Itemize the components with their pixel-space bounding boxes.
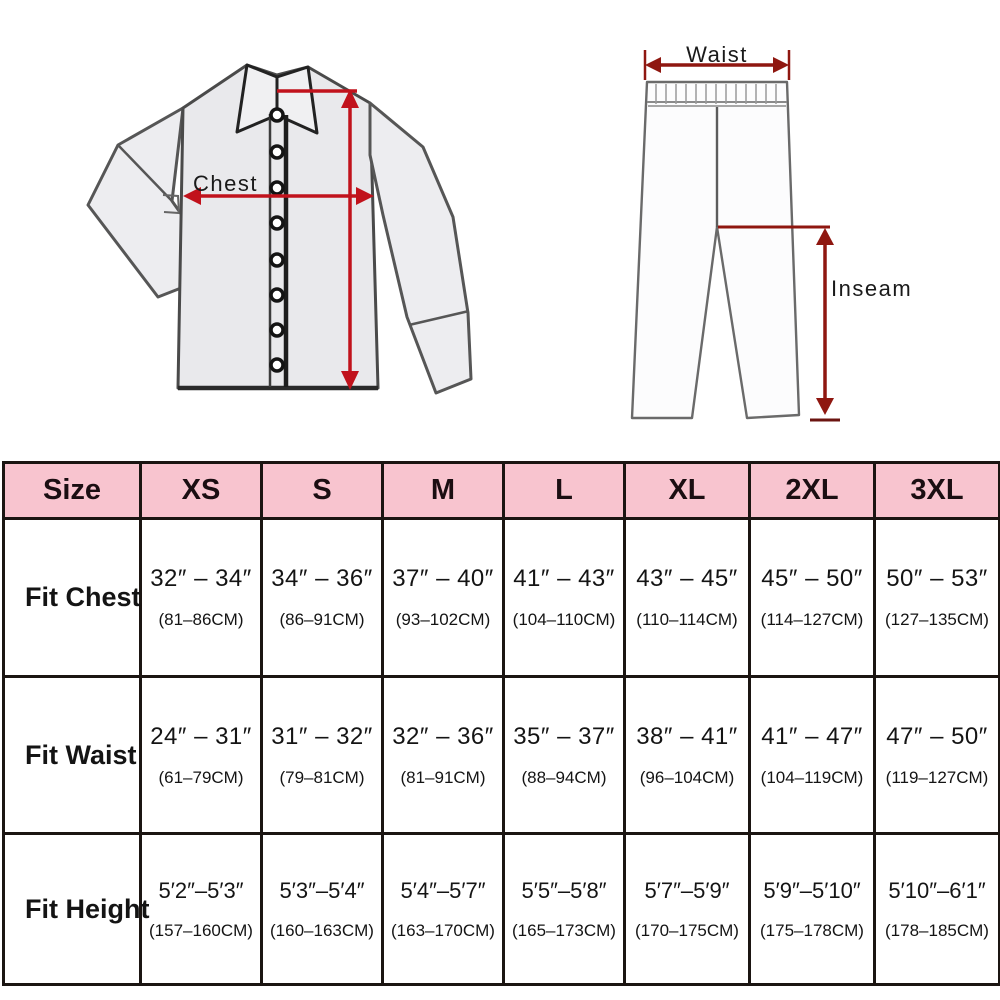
chest-l-cm: (104–110CM) bbox=[512, 610, 616, 629]
height-l-feet: 5′5″–5′8″ bbox=[521, 877, 607, 903]
waist-s-cm: (79–81CM) bbox=[279, 767, 365, 787]
pants-body bbox=[632, 82, 799, 418]
cell-chest-2xl bbox=[750, 519, 875, 677]
height-xs-feet: 5′2″–5′3″ bbox=[158, 877, 244, 903]
cell-chest-xs bbox=[141, 519, 262, 677]
chest-m-inches: 37″ – 40″ bbox=[392, 565, 494, 592]
height-2xl-cm: (175–178CM) bbox=[760, 920, 864, 940]
waist-l-inches: 35″ – 37″ bbox=[513, 722, 615, 750]
chest-2xl-inches: 45″ – 50″ bbox=[761, 565, 863, 592]
cell-height-xs bbox=[141, 834, 262, 985]
height-m-feet: 5′4″–5′7″ bbox=[400, 877, 486, 903]
header-cell-3xl: 3XL bbox=[875, 463, 1000, 519]
chest-m-cm: (93–102CM) bbox=[395, 610, 491, 629]
waist-3xl-cm: (119–127CM) bbox=[885, 767, 989, 787]
row-label-fit-waist: Fit Waist bbox=[4, 677, 141, 834]
chest-xl-cm: (110–114CM) bbox=[636, 610, 738, 629]
cell-height-3xl bbox=[875, 834, 1000, 985]
height-xl-feet: 5′7″–5′9″ bbox=[644, 877, 730, 903]
shirt-right-sleeve bbox=[370, 103, 471, 393]
height-l-cm: (165–173CM) bbox=[512, 920, 616, 940]
table-row-fit-waist bbox=[4, 677, 1000, 834]
height-xl-cm: (170–175CM) bbox=[635, 920, 739, 940]
height-m-cm: (163–170CM) bbox=[391, 920, 495, 940]
cell-waist-xl bbox=[625, 677, 750, 834]
row-label-fit-chest: Fit Chest bbox=[4, 519, 141, 677]
chest-xl-inches: 43″ – 45″ bbox=[636, 565, 738, 592]
height-3xl-feet: 5′10″–6′1″ bbox=[888, 877, 986, 903]
cell-height-l bbox=[504, 834, 625, 985]
chest-s-cm: (86–91CM) bbox=[279, 610, 365, 629]
inseam-label: Inseam bbox=[831, 276, 913, 301]
measurement-diagrams bbox=[0, 0, 1000, 455]
waist-3xl-inches: 47″ – 50″ bbox=[886, 722, 988, 750]
height-s-feet: 5′3″–5′4″ bbox=[279, 877, 365, 903]
waist-xs-cm: (61–79CM) bbox=[158, 767, 244, 787]
waist-m-cm: (81–91CM) bbox=[400, 767, 486, 787]
header-cell-m: M bbox=[383, 463, 504, 519]
chest-3xl-inches: 50″ – 53″ bbox=[886, 565, 988, 592]
header-cell-l: L bbox=[504, 463, 625, 519]
cell-chest-m bbox=[383, 519, 504, 677]
cell-waist-xs bbox=[141, 677, 262, 834]
cell-chest-l bbox=[504, 519, 625, 677]
table-header-row bbox=[4, 463, 1000, 519]
table-row-fit-height bbox=[4, 834, 1000, 985]
waist-s-inches: 31″ – 32″ bbox=[271, 722, 373, 750]
height-3xl-cm: (178–185CM) bbox=[885, 920, 989, 940]
waist-l-cm: (88–94CM) bbox=[521, 767, 607, 787]
waist-m-inches: 32″ – 36″ bbox=[392, 722, 494, 750]
header-cell-s: S bbox=[262, 463, 383, 519]
shirt-illustration bbox=[80, 35, 520, 405]
row-label-fit-height: Fit Height bbox=[4, 834, 141, 985]
chest-s-inches: 34″ – 36″ bbox=[271, 565, 373, 592]
waist-xl-inches: 38″ – 41″ bbox=[636, 722, 738, 750]
chest-2xl-cm: (114–127CM) bbox=[760, 610, 864, 629]
chest-3xl-cm: (127–135CM) bbox=[885, 610, 989, 629]
waist-2xl-inches: 41″ – 47″ bbox=[761, 722, 863, 750]
pants-illustration bbox=[600, 18, 970, 443]
height-xs-cm: (157–160CM) bbox=[149, 920, 253, 940]
cell-waist-l bbox=[504, 677, 625, 834]
cell-height-m bbox=[383, 834, 504, 985]
size-table bbox=[2, 461, 1000, 986]
chest-xs-inches: 32″ – 34″ bbox=[150, 565, 252, 592]
cell-waist-s bbox=[262, 677, 383, 834]
cell-height-2xl bbox=[750, 834, 875, 985]
height-2xl-feet: 5′9″–5′10″ bbox=[763, 877, 861, 903]
chest-xs-cm: (81–86CM) bbox=[158, 610, 244, 629]
chest-label: Chest bbox=[193, 171, 258, 196]
header-cell-2xl: 2XL bbox=[750, 463, 875, 519]
cell-chest-xl bbox=[625, 519, 750, 677]
header-cell-xs: XS bbox=[141, 463, 262, 519]
cell-waist-2xl bbox=[750, 677, 875, 834]
cell-height-s bbox=[262, 834, 383, 985]
header-cell-size: Size bbox=[4, 463, 141, 519]
cell-chest-s bbox=[262, 519, 383, 677]
waist-label: Waist bbox=[686, 42, 748, 67]
chest-l-inches: 41″ – 43″ bbox=[513, 565, 615, 592]
cell-waist-m bbox=[383, 677, 504, 834]
waist-2xl-cm: (104–119CM) bbox=[760, 767, 864, 787]
cell-chest-3xl bbox=[875, 519, 1000, 677]
waist-xl-cm: (96–104CM) bbox=[639, 767, 735, 787]
cell-height-xl bbox=[625, 834, 750, 985]
height-s-cm: (160–163CM) bbox=[270, 920, 374, 940]
cell-waist-3xl bbox=[875, 677, 1000, 834]
header-cell-xl: XL bbox=[625, 463, 750, 519]
waist-xs-inches: 24″ – 31″ bbox=[150, 722, 252, 750]
table-row-fit-chest bbox=[4, 519, 1000, 677]
